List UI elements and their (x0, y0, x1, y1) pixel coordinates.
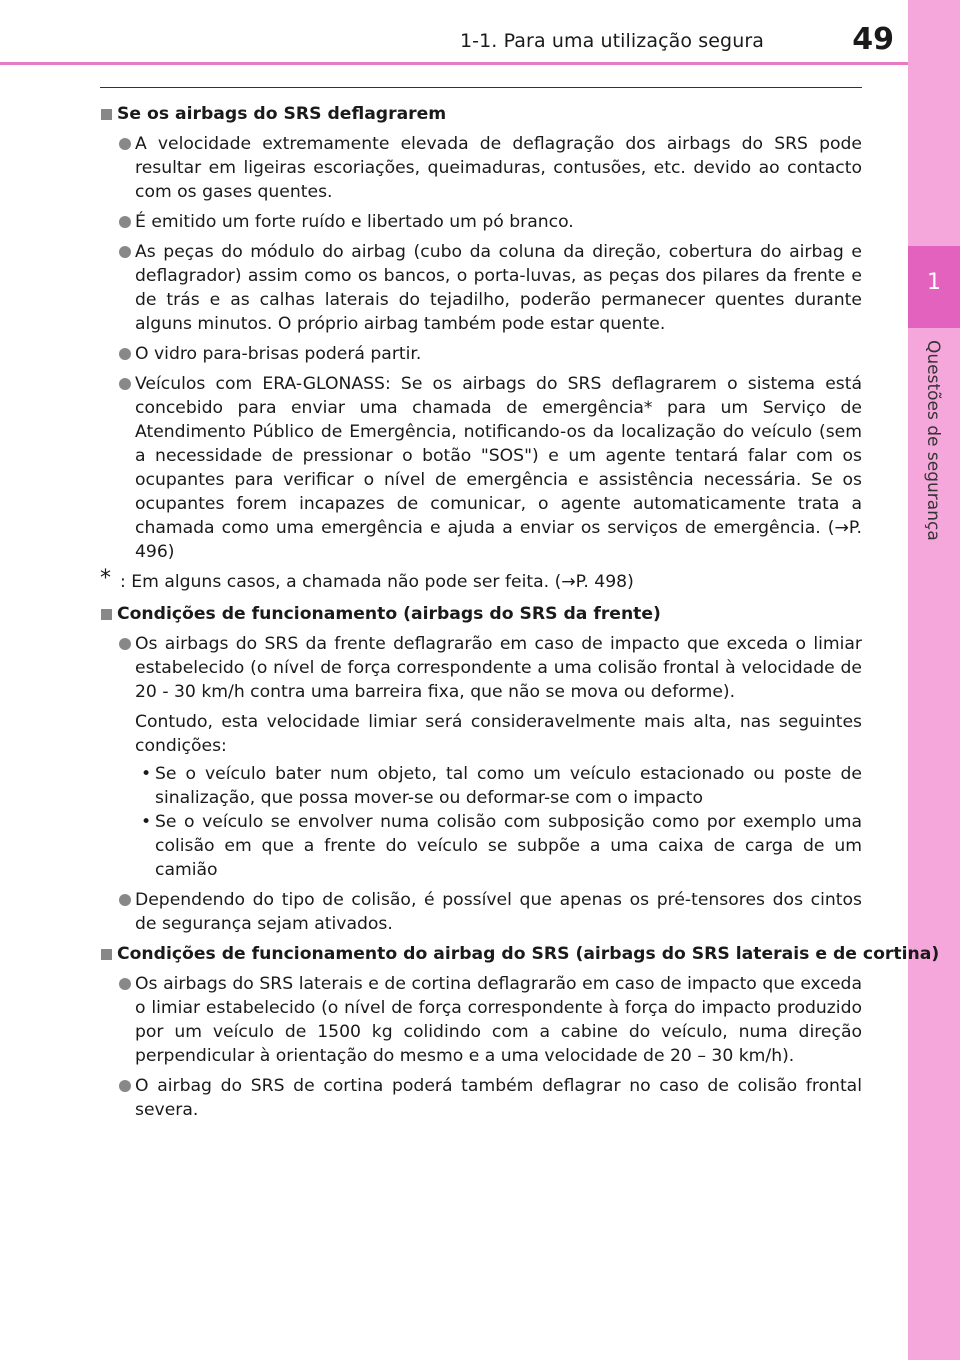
list-item-text: Os airbags do SRS da frente deflagrarão em caso de impacto que exceda o limiar estabelecido (o nível de força correspondente a uma colisão frontal à velocidade de 20 - 30 km/h contra uma barreira fixa, que não se mova ou deforme). (135, 634, 862, 702)
circle-bullet-icon (119, 638, 131, 650)
chapter-name-label: Questões de segurança (923, 340, 943, 541)
list-item-text: É emitido um forte ruído e libertado um pó branco. (135, 212, 574, 232)
section-title-text: Se os airbags do SRS deflagrarem (117, 104, 447, 124)
sub-list-item (100, 762, 862, 810)
sub-bullet-mark: • (141, 812, 152, 832)
section-title-text: Condições de funcionamento (airbags do SRS da frente) (117, 604, 661, 624)
list-item-text: Dependendo do tipo de colisão, é possível que apenas os pré-tensores dos cintos de segurança sejam ativados. (135, 890, 862, 934)
circle-bullet-icon (119, 1080, 131, 1092)
square-bullet-icon (101, 609, 112, 620)
list-item-text: Os airbags do SRS laterais e de cortina deflagrarão em caso de impacto que exceda o limiar estabelecido (o nível de força correspondente à força do impacto produzido por um veículo de 1500 kg colidindo com a cabine do veículo, numa direção perpendicular à orientação do mesmo e a uma velocidade de 20 – 30 km/h). (135, 974, 862, 1066)
circle-bullet-icon (119, 894, 131, 906)
header-section-title: 1-1. Para uma utilização segura (459, 30, 764, 52)
circle-bullet-icon (119, 978, 131, 990)
list-item (100, 372, 862, 564)
circle-bullet-icon (119, 348, 131, 360)
list-item-text: Veículos com ERA-GLONASS: Se os airbags do SRS deflagrarem o sistema está concebido para enviar uma chamada de emergência* para um Serviço de Atendimento Público de Emergência, notificando-os da localização do veículo (sem a necessidade de pressionar o botão "SOS") e um agente tentará falar com os ocupantes para verificar o nível de emergência e assistência necessária. Se os ocupantes forem incapazes de comunicar, o agente automaticamente trata a chamada como uma emergência e ajuda a enviar os serviços de emergência. (→P. 496) (135, 374, 862, 562)
list-item-text: O airbag do SRS de cortina poderá também deflagrar no caso de colisão frontal severa. (135, 1076, 862, 1120)
sub-bullet-mark: • (141, 764, 152, 784)
list-item (100, 888, 862, 936)
content-rule (100, 87, 862, 88)
chapter-sidebar (908, 0, 960, 1360)
section-title (100, 942, 940, 966)
list-item-text: A velocidade extremamente elevada de deflagração dos airbags do SRS pode resultar em ligeiras escoriações, queimaduras, contusões, etc. devido ao contacto com os gases quentes. (135, 134, 862, 202)
sub-list-item-text: Se o veículo se envolver numa colisão com subposição como por exemplo uma colisão em que a frente do veículo se subpõe a uma caixa de carga de um camião (155, 812, 862, 880)
list-item (100, 210, 862, 234)
list-item-text: As peças do módulo do airbag (cubo da coluna da direção, cobertura do airbag e deflagrador) assim como os bancos, o porta-luvas, as peças dos pilares da frente e de trás e as calhas laterais do tejadilho, poderão permanecer quentes durante alguns minutos. O próprio airbag também pode estar quente. (135, 242, 862, 334)
list-item (100, 240, 862, 336)
sub-list-item (100, 810, 862, 882)
list-item (100, 342, 862, 366)
list-item (100, 132, 862, 204)
section-title-text: Condições de funcionamento do airbag do SRS (airbags do SRS laterais e de cortina) (117, 944, 940, 964)
circle-bullet-icon (119, 138, 131, 150)
header-rule (0, 62, 908, 65)
sub-list-item-text: Se o veículo bater num objeto, tal como um veículo estacionado ou poste de sinalização, que possa mover-se ou deformar-se com o impacto (155, 764, 862, 808)
square-bullet-icon (101, 109, 112, 120)
list-item (100, 1074, 862, 1122)
list-item (100, 972, 862, 1068)
section-airbags-deploy (100, 102, 862, 594)
page-header (0, 0, 908, 64)
circle-bullet-icon (119, 378, 131, 390)
paragraph: Contudo, esta velocidade limiar será consideravelmente mais alta, nas seguintes condições: (135, 712, 862, 756)
chapter-tab[interactable] (908, 246, 960, 328)
list-item (100, 632, 862, 704)
section-front-airbags-conditions (100, 602, 862, 936)
list-item-text: O vidro para-brisas poderá partir. (135, 344, 422, 364)
circle-bullet-icon (119, 216, 131, 228)
section-title (100, 102, 862, 126)
chapter-number: 1 (927, 270, 941, 295)
section-title (100, 602, 862, 626)
footnote (100, 566, 862, 594)
section-side-curtain-airbags-conditions (100, 942, 940, 1122)
footnote-mark: * (100, 566, 111, 591)
page-number: 49 (852, 22, 894, 57)
circle-bullet-icon (119, 246, 131, 258)
footnote-text: : Em alguns casos, a chamada não pode ser feita. (→P. 498) (120, 572, 634, 592)
square-bullet-icon (101, 949, 112, 960)
